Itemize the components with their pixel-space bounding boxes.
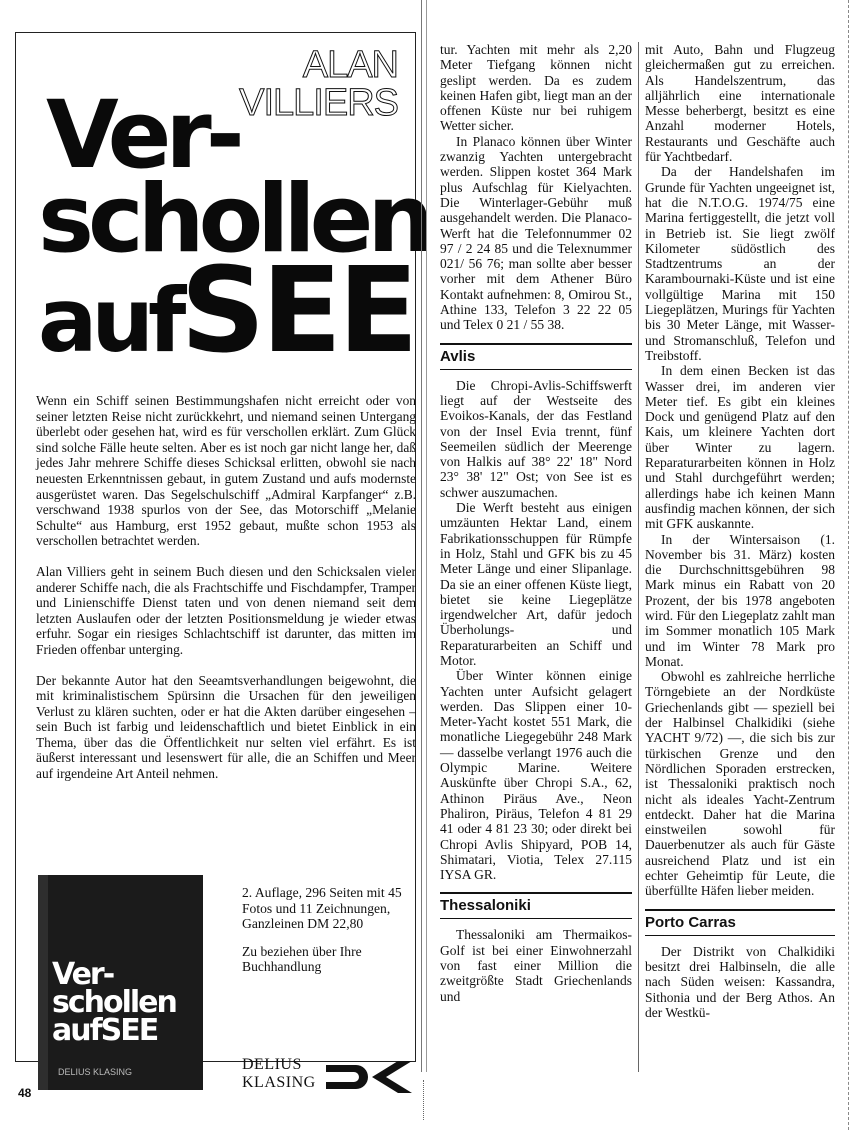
article-paragraph: tur. Yachten mit mehr als 2,20 Meter Tiefgang können nicht geslipt werden. Da es zudem keinen Hafen gibt, liegt man an der offenen Küste nur bei ruhigem Wetter sicher. xyxy=(440,42,632,134)
section-heading-avlis: Avlis xyxy=(440,343,632,370)
article-paragraph: Über Winter können einige Yachten unter Aufsicht gelagert werden. Das Slippen einer 10-Meter-Yacht kostet 551 Mark, die monatliche Liegegebühr 248 Mark — dasselbe verlangt 1976 auch die Olympic Marine. Weitere Auskünfte über Chropi S.A., 62, Athinon Piräus Ave., Neon Phaliron, Piräus, Telefon 4 81 29 41 oder 4 81 23 30; oder direkt bei Chropi Avlis Shipyard, POB 14, Shimatari, Viotia, Telex 27.115 IYSA GR. xyxy=(440,668,632,883)
article-paragraph: Die Werft besteht aus einigen umzäunten Hektar Land, einem Fabrikationsschuppen für Rümpfe in Holz, Stahl und GFK bis zu 45 Meter Länge und einer Slipanlage. Da sie an einer offenen Küste liegt, bietet sie keine Liegeplätze irgendwelcher Art, dafür jedoch Überholungs- und Reparaturarbeiten an Schiff und Motor. xyxy=(440,500,632,668)
article-paragraph: Thessaloniki am Thermaikos-Golf ist bei einer Einwohnerzahl von fast einer Million die zweitgrößte Stadt Griechenlands und xyxy=(440,927,632,1004)
article-paragraph: Obwohl es zahlreiche herrliche Törngebiete an der Nordküste Griechenlands gibt — speziell bei der Halbinsel Chalkidiki (siehe YACHT 9/72) —, die sich bis zur türkischen Grenze und den Nördlichen Sporaden erstrecken, ist Thessaloniki praktisch noch nicht als ideales Yacht-Zentrum entdeckt. Daher hat die Marina einstweilen sowohl für Dauerbenutzer als auch für Gäste ausreichend Platz und ist ein echter Geheimtip für Leute, die überfüllte Häfen lieber meiden. xyxy=(645,669,835,899)
article-paragraph: Der Distrikt von Chalkidiki besitzt drei Halbinseln, die alle nach Süden weisen: Kassandra, Sithonia und der Berg Athos. An der Westkü- xyxy=(645,943,835,1020)
column-divider xyxy=(638,42,639,1072)
book-advertisement xyxy=(15,32,429,1091)
article-paragraph: Die Chropi-Avlis-Schiffswerft liegt auf der Westseite des Evoikos-Kanals, der das Festland von der Insel Evia trennt, fünf Seemeilen südlich der Meerenge von Halkis auf 38° 22' 18" Nord 23° 38' 12" Ost; von See ist es schwer auszumachen. xyxy=(440,377,632,500)
article-column-2 xyxy=(645,42,835,1082)
ad-paragraph: Wenn ein Schiff seinen Bestimmungshafen nicht erreicht oder von seiner letzten Reise nicht zurückkehrt, und niemand seinen Untergang überlebt oder gesehen hat, wird es für verschollen erklärt. Zum Glück sind solche Fälle heute selten. Aber es ist noch gar nicht lange her, daß jedes Jahr mehrere Schiffe dieses Schicksal erlitten, obwohl sie nach neuesten Erkenntnissen gebaut, in gutem Zustand und aufs modernste ausgerüstet waren. Das Segelschulschiff „Admiral Karpfanger“ z.B. verschwand 1938 spurlos von der See, das Motorschiff „Melanie Schulte“ aus Hamburg, erst 1952 gebaut, mußte schon 1953 als verschollen betrachtet werden. xyxy=(36,393,416,549)
page-gutter xyxy=(421,0,427,1072)
article-paragraph: In der Wintersaison (1. November bis 31. März) kosten die Durchschnittsgebühren 98 Mark minus ein Rabatt von 20 Prozent, der bis 1978 angeboten wird. Für den Liegeplatz zahlt man im Sommer monatlich 105 Mark und im Winter 78 Mark pro Monat. xyxy=(645,531,835,669)
book-cover-publisher: DELIUS KLASING xyxy=(58,1067,133,1077)
section-heading-thessaloniki: Thessaloniki xyxy=(440,892,632,919)
ad-description xyxy=(36,393,416,797)
book-cover-title: Ver- schollen aufSEE xyxy=(52,957,176,1048)
order-note: Zu beziehen über Ihre Buchhandlung xyxy=(242,943,362,975)
article-paragraph: mit Auto, Bahn und Flugzeug gleichermaßen gut zu erreichen. Als Handelszentrum, das alljährlich eine internationale Messe beherbergt, besitzt es eine Anzahl moderner Hotels, Restaurants und Geschäfte auch für Yachtbedarf. xyxy=(645,42,835,165)
article-column-1 xyxy=(440,42,632,1082)
ad-paragraph: Alan Villiers geht in seinem Buch diesen und den Schicksalen vieler anderer Schiffe nach, die als Frachtschiffe und Fischdampfer, Tramper und Linienschiffe Dienst taten und von denen niemand seit dem letzten Auslaufen oder der letzten Positionsmeldung je wieder etwas erfuhr. Sogar ein riesiges Schlachtschiff ist darunter, das mitten im Frieden offenbar unterging. xyxy=(36,563,416,657)
publisher-name: DELIUS KLASING xyxy=(242,1056,316,1091)
ad-book-title: Ver- schollen aufSEE xyxy=(38,81,429,379)
ad-author-name: ALAN VILLIERS xyxy=(239,44,398,124)
ad-paragraph: Der bekannte Autor hat den Seeamtsverhandlungen beigewohnt, die mit kriminalistischem Spürsinn die Ursachen für den jeweiligen Verlust zu klären suchten, oder er hat die Akten darüber eingesehen – sein Buch ist farbig und leidenschaftlich und bietet Einblick in ein Thema, über das die Öffentlichkeit nur selten viel erfährt. Es ist äußerst interessant und lesenswert für alle, die an Schiffen und Meer auf irgendeine Art Anteil nehmen. xyxy=(36,672,416,782)
section-heading-porto-carras: Porto Carras xyxy=(645,909,835,936)
book-cover-image xyxy=(38,875,203,1090)
page-number: 48 xyxy=(18,1086,32,1100)
article-paragraph: In dem einen Becken ist das Wasser drei, im anderen vier Meter tief. Es gibt ein kleines Dock und genügend Platz auf den Kais, um kleinere Yachten dort über Winter zu lagern. Reparaturarbeiten können in Holz und Stahl durchgeführt werden; allerdings habe ich keinen Mann ausfindig machen können, der sich mit GFK auskannte. xyxy=(645,363,835,532)
article-paragraph: In Planaco können über Winter zwanzig Yachten untergebracht werden. Slippen kostet 364 Mark plus Aufschlag für Kielyachten. Die Winterlager-Gebühr muß ausgehandelt werden. Die Planaco-Werft hat die Telefonnummer 02 97 / 2 24 85 und die Telexnummer 021/ 56 76; man sollte aber besser vorher mit dem Athener Büro Kontakt aufnehmen: 8, Omirou St., Athine 133, Telefon 3 22 22 05 und Telex 0 21 / 55 38. xyxy=(440,133,632,333)
book-details xyxy=(242,885,412,987)
article-paragraph: Da der Handelshafen im Grunde für Yachten ungeeignet ist, hat die N.T.O.G. 1974/75 eine Marina fertiggestellt, die jetzt voll in Betrieb ist. Sie liegt zwölf Kilometer südöstlich des Stadtzentrums an der Karambournaki-Küste und ist eine vollgültige Marina mit 150 Liegeplätzen, Murings für Yachten bis 30 Meter Länge, mit Wasser- und Stromanschluß, Telefon und Treibstoff. xyxy=(645,164,835,363)
edition-info: 2. Auflage, 296 Seiten mit 45 Fotos und 11 Zeichnungen, Ganzleinen DM 22,80 xyxy=(242,885,402,932)
dk-logo-icon xyxy=(316,1057,416,1097)
